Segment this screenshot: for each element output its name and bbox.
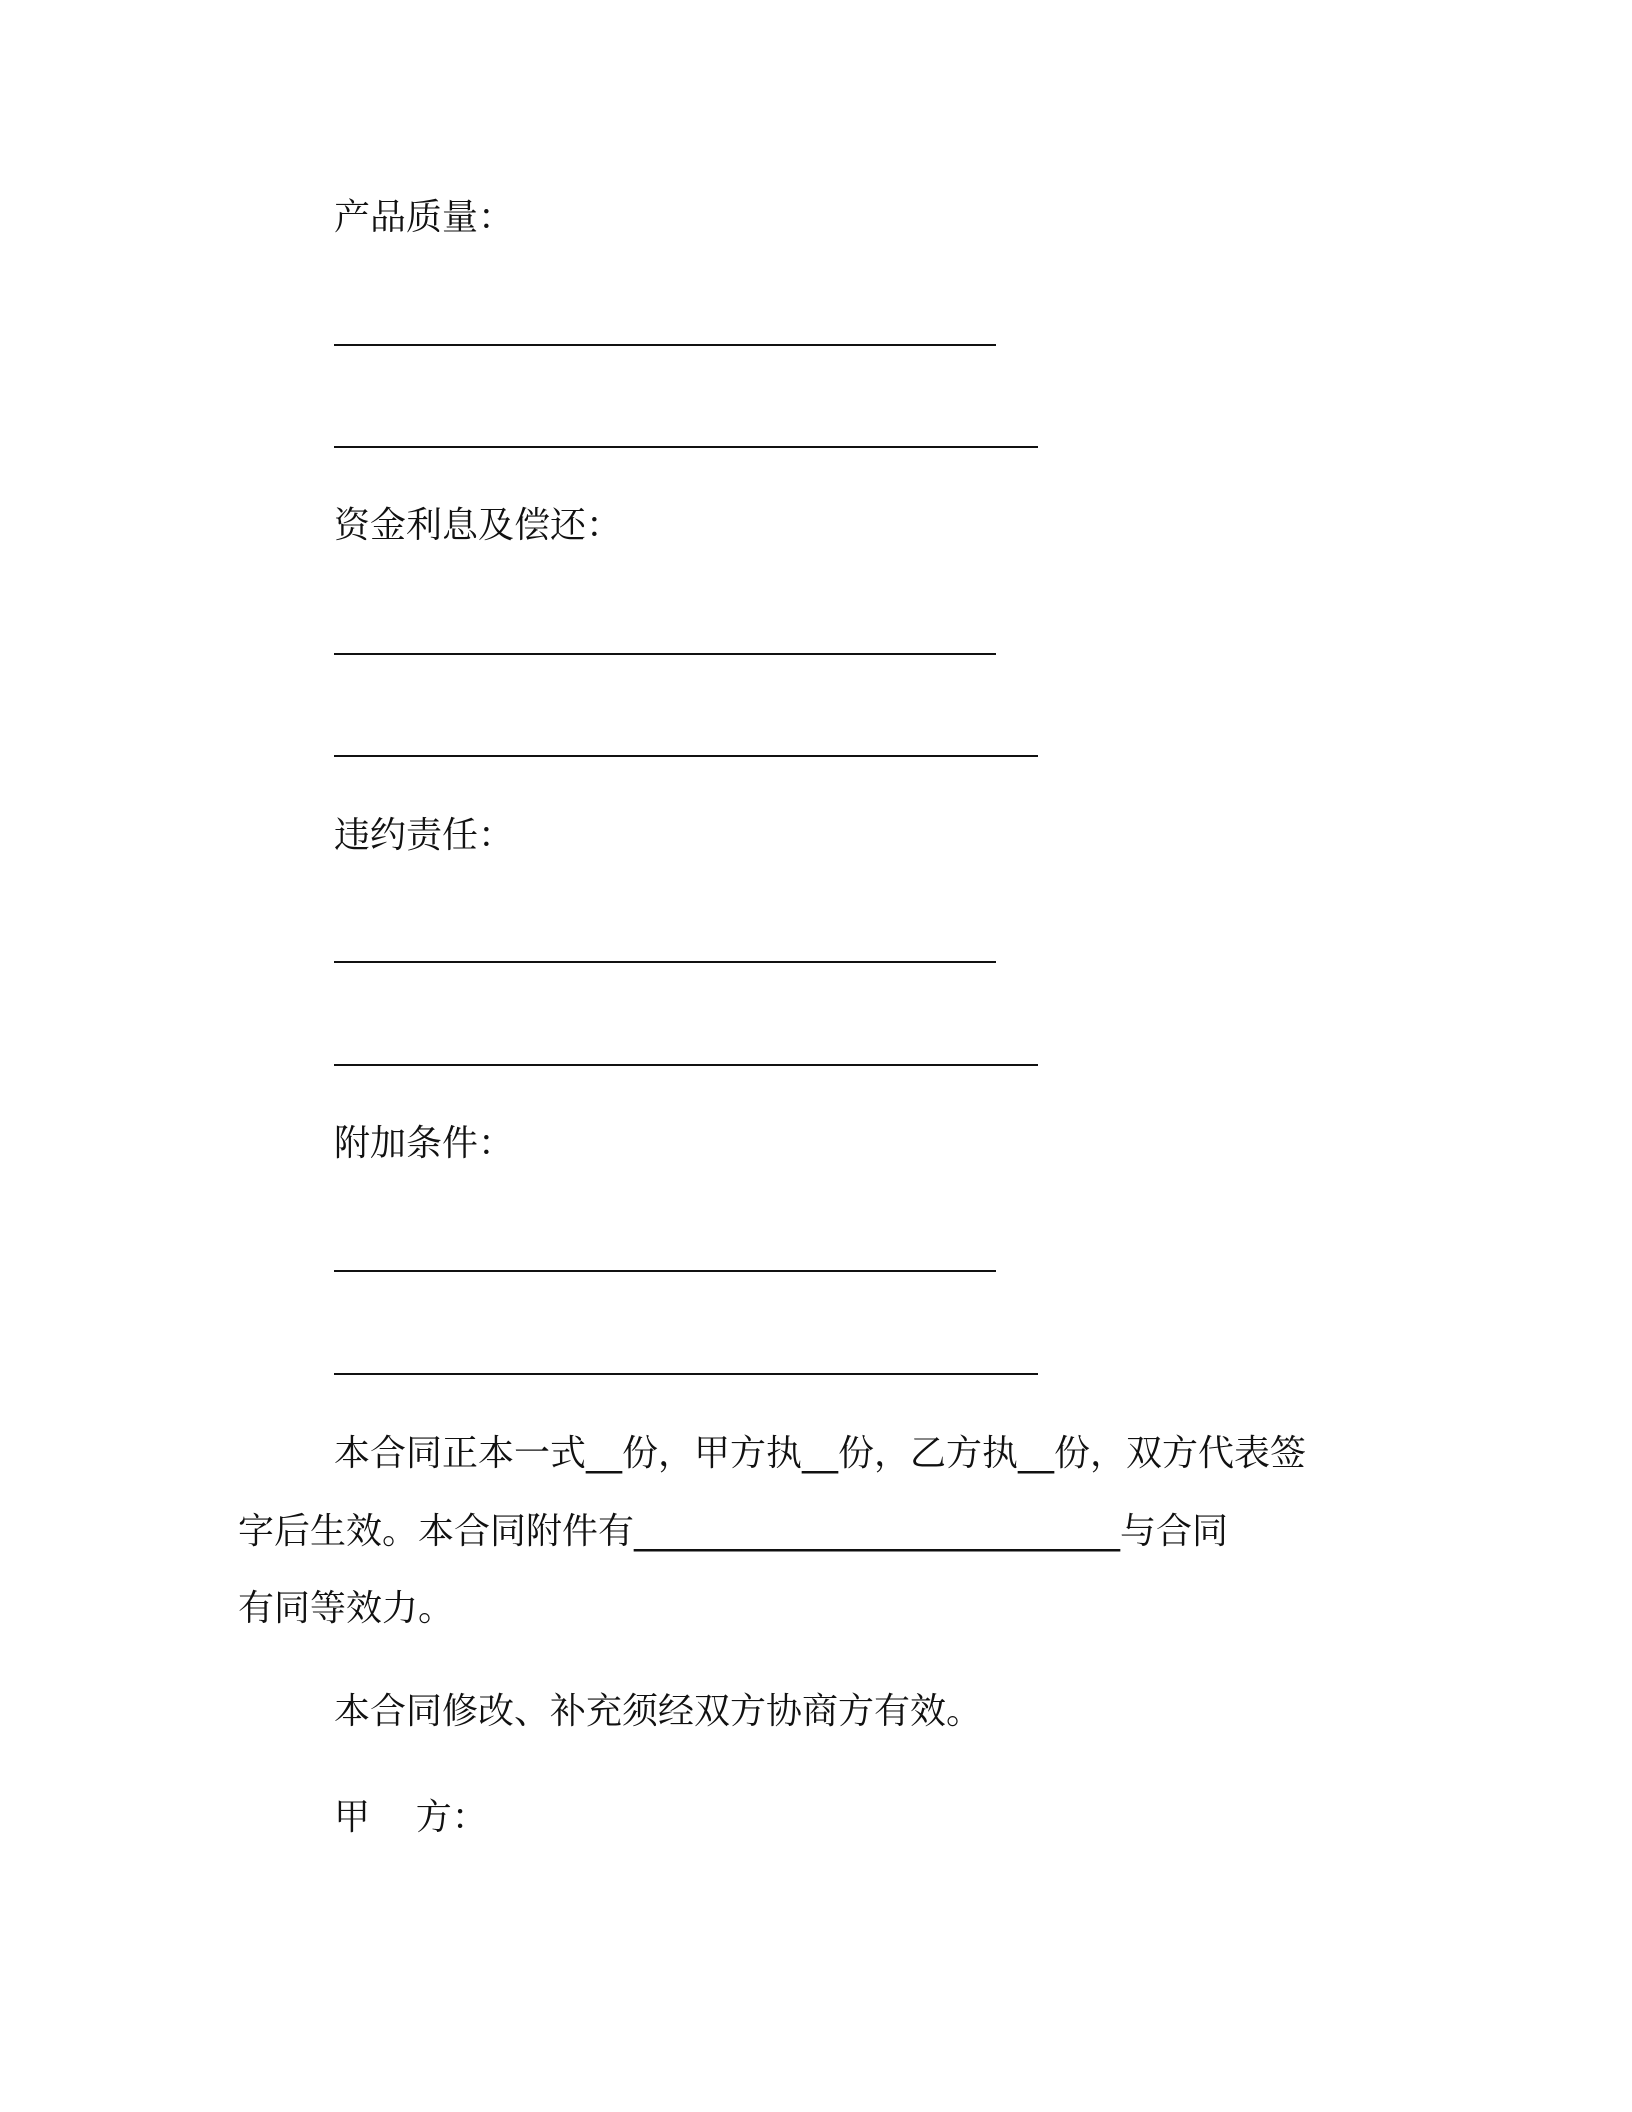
section-heading-breach-liability: 违约责任： — [334, 815, 515, 856]
blank-line — [334, 344, 996, 346]
blank-line — [334, 653, 996, 655]
blank-line — [334, 755, 1038, 757]
section-heading-product-quality: 产品质量： — [334, 197, 515, 238]
copies-paragraph-line-2: 字后生效。本合同附件有___________________________与合同 — [238, 1511, 1229, 1552]
blank-line — [334, 961, 996, 963]
section-heading-additional-conditions: 附加条件： — [334, 1123, 515, 1164]
party-a-label: 甲 方： — [334, 1797, 488, 1838]
blank-line — [334, 1270, 996, 1272]
blank-line — [334, 446, 1038, 448]
copies-paragraph-line-1: 本合同正本一式__份，甲方执__份，乙方执__份，双方代表签 — [334, 1433, 1307, 1474]
blank-line — [334, 1064, 1038, 1066]
blank-line — [334, 1373, 1038, 1375]
section-heading-funds-interest-repayment: 资金利息及偿还： — [334, 505, 623, 546]
amendment-clause: 本合同修改、补充须经双方协商方有效。 — [334, 1691, 983, 1732]
copies-paragraph-line-3: 有同等效力。 — [238, 1588, 455, 1629]
